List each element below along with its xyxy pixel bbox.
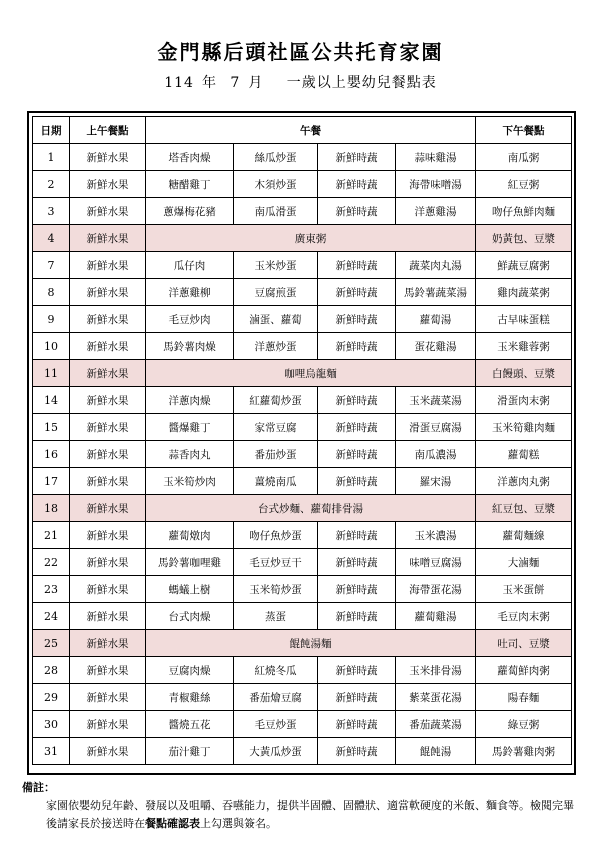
lunch-main-cell: 馬鈴薯肉燥 [146, 333, 234, 360]
lunch-veg-cell: 新鮮時蔬 [318, 144, 396, 171]
day-cell: 10 [33, 333, 70, 360]
table-row [33, 657, 572, 684]
header-am-snack: 上午餐點 [70, 117, 146, 144]
table-header-row [33, 117, 572, 144]
day-cell: 21 [33, 522, 70, 549]
lunch-merged-cell: 餛飩湯麵 [146, 630, 476, 657]
am-snack-cell: 新鮮水果 [70, 387, 146, 414]
pm-snack-cell: 玉米雞蓉粥 [476, 333, 572, 360]
header-lunch: 午餐 [146, 117, 476, 144]
lunch-soup-cell: 玉米濃湯 [396, 522, 476, 549]
am-snack-cell: 新鮮水果 [70, 684, 146, 711]
notes-label: 備註： [22, 781, 55, 794]
lunch-main-cell: 瓜仔肉 [146, 252, 234, 279]
lunch-soup-cell: 味噌豆腐湯 [396, 549, 476, 576]
lunch-main-cell: 塔香肉燥 [146, 144, 234, 171]
lunch-veg-cell: 新鮮時蔬 [318, 333, 396, 360]
pm-snack-cell: 白饅頭、豆漿 [476, 360, 572, 387]
lunch-veg-cell: 新鮮時蔬 [318, 549, 396, 576]
table-row [33, 225, 572, 252]
lunch-soup-cell: 蘿蔔湯 [396, 306, 476, 333]
day-cell: 3 [33, 198, 70, 225]
lunch-side-cell: 紅蘿蔔炒蛋 [234, 387, 318, 414]
lunch-side-cell: 大黃瓜炒蛋 [234, 738, 318, 765]
table-row [33, 468, 572, 495]
lunch-main-cell: 台式肉燥 [146, 603, 234, 630]
pm-snack-cell: 陽春麵 [476, 684, 572, 711]
am-snack-cell: 新鮮水果 [70, 252, 146, 279]
lunch-soup-cell: 玉米排骨湯 [396, 657, 476, 684]
am-snack-cell: 新鮮水果 [70, 198, 146, 225]
day-cell: 22 [33, 549, 70, 576]
table-row [33, 576, 572, 603]
day-cell: 16 [33, 441, 70, 468]
lunch-soup-cell: 蛋花雞湯 [396, 333, 476, 360]
pm-snack-cell: 南瓜粥 [476, 144, 572, 171]
year-value: 114 [164, 75, 194, 91]
menu-description: 一歲以上嬰幼兒餐點表 [286, 75, 437, 91]
lunch-side-cell: 木須炒蛋 [234, 171, 318, 198]
table-row [33, 252, 572, 279]
lunch-side-cell: 南瓜滑蛋 [234, 198, 318, 225]
lunch-soup-cell: 紫菜蛋花湯 [396, 684, 476, 711]
table-row [33, 414, 572, 441]
lunch-veg-cell: 新鮮時蔬 [318, 252, 396, 279]
lunch-veg-cell: 新鮮時蔬 [318, 522, 396, 549]
lunch-side-cell: 番茄炒蛋 [234, 441, 318, 468]
lunch-main-cell: 玉米筍炒肉 [146, 468, 234, 495]
lunch-side-cell: 毛豆炒蛋 [234, 711, 318, 738]
lunch-soup-cell: 馬鈴薯蔬菜湯 [396, 279, 476, 306]
am-snack-cell: 新鮮水果 [70, 711, 146, 738]
pm-snack-cell: 紅豆粥 [476, 171, 572, 198]
lunch-side-cell: 豆腐煎蛋 [234, 279, 318, 306]
lunch-veg-cell: 新鮮時蔬 [318, 738, 396, 765]
pm-snack-cell: 玉米蛋餅 [476, 576, 572, 603]
lunch-veg-cell: 新鮮時蔬 [318, 306, 396, 333]
pm-snack-cell: 吻仔魚鮮肉麵 [476, 198, 572, 225]
lunch-main-cell: 茄汁雞丁 [146, 738, 234, 765]
notes-text-before: 家園依嬰幼兒年齡、發展以及咀嚼、吞嚥能力，提供半固體、固體狀、適當軟硬度的米飯、麵食等。檢閱完畢後請家長於接送時在 [46, 799, 574, 830]
lunch-side-cell: 玉米炒蛋 [234, 252, 318, 279]
am-snack-cell: 新鮮水果 [70, 279, 146, 306]
table-row [33, 549, 572, 576]
table-row [33, 387, 572, 414]
lunch-veg-cell: 新鮮時蔬 [318, 684, 396, 711]
lunch-veg-cell: 新鮮時蔬 [318, 171, 396, 198]
lunch-side-cell: 洋蔥炒蛋 [234, 333, 318, 360]
am-snack-cell: 新鮮水果 [70, 225, 146, 252]
lunch-veg-cell: 新鮮時蔬 [318, 387, 396, 414]
lunch-main-cell: 青椒雞絲 [146, 684, 234, 711]
pm-snack-cell: 鮮蔬豆腐粥 [476, 252, 572, 279]
day-cell: 18 [33, 495, 70, 522]
meal-table [32, 116, 572, 765]
lunch-side-cell: 吻仔魚炒蛋 [234, 522, 318, 549]
lunch-soup-cell: 南瓜濃湯 [396, 441, 476, 468]
notes-text [46, 797, 576, 833]
header-date: 日期 [33, 117, 70, 144]
table-row [33, 738, 572, 765]
table-row [33, 171, 572, 198]
pm-snack-cell: 蘿蔔麵線 [476, 522, 572, 549]
pm-snack-cell: 紅豆包、豆漿 [476, 495, 572, 522]
lunch-main-cell: 糖醋雞丁 [146, 171, 234, 198]
am-snack-cell: 新鮮水果 [70, 144, 146, 171]
am-snack-cell: 新鮮水果 [70, 414, 146, 441]
menu-subtitle [0, 72, 601, 92]
lunch-veg-cell: 新鮮時蔬 [318, 603, 396, 630]
table-row [33, 603, 572, 630]
pm-snack-cell: 雞肉蔬菜粥 [476, 279, 572, 306]
table-body [33, 144, 572, 765]
am-snack-cell: 新鮮水果 [70, 549, 146, 576]
notes-text-bold: 餐點確認表 [145, 817, 200, 830]
lunch-soup-cell: 餛飩湯 [396, 738, 476, 765]
table-row [33, 279, 572, 306]
pm-snack-cell: 毛豆肉末粥 [476, 603, 572, 630]
lunch-veg-cell: 新鮮時蔬 [318, 414, 396, 441]
notes-text-after: 上勾選與簽名。 [200, 817, 277, 830]
lunch-soup-cell: 番茄蔬菜湯 [396, 711, 476, 738]
table-row [33, 198, 572, 225]
table-row [33, 684, 572, 711]
lunch-veg-cell: 新鮮時蔬 [318, 468, 396, 495]
pm-snack-cell: 玉米筍雞肉麵 [476, 414, 572, 441]
pm-snack-cell: 吐司、豆漿 [476, 630, 572, 657]
pm-snack-cell: 蘿蔔鮮肉粥 [476, 657, 572, 684]
day-cell: 15 [33, 414, 70, 441]
day-cell: 31 [33, 738, 70, 765]
table-row [33, 306, 572, 333]
lunch-side-cell: 家常豆腐 [234, 414, 318, 441]
am-snack-cell: 新鮮水果 [70, 333, 146, 360]
am-snack-cell: 新鮮水果 [70, 495, 146, 522]
lunch-soup-cell: 滑蛋豆腐湯 [396, 414, 476, 441]
lunch-veg-cell: 新鮮時蔬 [318, 711, 396, 738]
day-cell: 17 [33, 468, 70, 495]
table-row [33, 711, 572, 738]
lunch-veg-cell: 新鮮時蔬 [318, 441, 396, 468]
day-cell: 7 [33, 252, 70, 279]
lunch-merged-cell: 台式炒麵、蘿蔔排骨湯 [146, 495, 476, 522]
day-cell: 28 [33, 657, 70, 684]
lunch-side-cell: 蒸蛋 [234, 603, 318, 630]
table-row [33, 333, 572, 360]
header-pm-snack: 下午餐點 [476, 117, 572, 144]
am-snack-cell: 新鮮水果 [70, 441, 146, 468]
day-cell: 8 [33, 279, 70, 306]
lunch-side-cell: 番茄燴豆腐 [234, 684, 318, 711]
pm-snack-cell: 滑蛋肉末粥 [476, 387, 572, 414]
lunch-main-cell: 馬鈴薯咖哩雞 [146, 549, 234, 576]
am-snack-cell: 新鮮水果 [70, 576, 146, 603]
day-cell: 30 [33, 711, 70, 738]
day-cell: 14 [33, 387, 70, 414]
table-row [33, 630, 572, 657]
day-cell: 4 [33, 225, 70, 252]
year-unit: 年 [201, 75, 217, 91]
table-row [33, 144, 572, 171]
am-snack-cell: 新鮮水果 [70, 738, 146, 765]
page-title: 金門縣后頭社區公共托育家園 [157, 40, 444, 64]
lunch-veg-cell: 新鮮時蔬 [318, 657, 396, 684]
am-snack-cell: 新鮮水果 [70, 603, 146, 630]
lunch-soup-cell: 海帶蛋花湯 [396, 576, 476, 603]
day-cell: 23 [33, 576, 70, 603]
lunch-soup-cell: 海帶味噌湯 [396, 171, 476, 198]
am-snack-cell: 新鮮水果 [70, 306, 146, 333]
lunch-soup-cell: 洋蔥雞湯 [396, 198, 476, 225]
lunch-veg-cell: 新鮮時蔬 [318, 198, 396, 225]
lunch-main-cell: 蘿蔔燉肉 [146, 522, 234, 549]
day-cell: 25 [33, 630, 70, 657]
pm-snack-cell: 蘿蔔糕 [476, 441, 572, 468]
lunch-main-cell: 蒜香肉丸 [146, 441, 234, 468]
lunch-side-cell: 薑燒南瓜 [234, 468, 318, 495]
lunch-main-cell: 洋蔥雞柳 [146, 279, 234, 306]
lunch-main-cell: 螞蟻上樹 [146, 576, 234, 603]
lunch-main-cell: 洋蔥肉燥 [146, 387, 234, 414]
lunch-side-cell: 玉米筍炒蛋 [234, 576, 318, 603]
lunch-main-cell: 醬燒五花 [146, 711, 234, 738]
pm-snack-cell: 綠豆粥 [476, 711, 572, 738]
lunch-side-cell: 毛豆炒豆干 [234, 549, 318, 576]
day-cell: 24 [33, 603, 70, 630]
table-row [33, 441, 572, 468]
lunch-side-cell: 滷蛋、蘿蔔 [234, 306, 318, 333]
day-cell: 11 [33, 360, 70, 387]
table-row [33, 360, 572, 387]
lunch-merged-cell: 廣東粥 [146, 225, 476, 252]
lunch-soup-cell: 蔬菜肉丸湯 [396, 252, 476, 279]
month-value: 7 [230, 75, 241, 91]
am-snack-cell: 新鮮水果 [70, 522, 146, 549]
am-snack-cell: 新鮮水果 [70, 468, 146, 495]
lunch-side-cell: 紅燒冬瓜 [234, 657, 318, 684]
pm-snack-cell: 奶黃包、豆漿 [476, 225, 572, 252]
lunch-veg-cell: 新鮮時蔬 [318, 279, 396, 306]
day-cell: 9 [33, 306, 70, 333]
lunch-merged-cell: 咖哩烏龍麵 [146, 360, 476, 387]
pm-snack-cell: 馬鈴薯雞肉粥 [476, 738, 572, 765]
month-unit: 月 [248, 75, 264, 91]
lunch-main-cell: 醬爆雞丁 [146, 414, 234, 441]
lunch-soup-cell: 玉米蔬菜湯 [396, 387, 476, 414]
lunch-side-cell: 絲瓜炒蛋 [234, 144, 318, 171]
am-snack-cell: 新鮮水果 [70, 360, 146, 387]
am-snack-cell: 新鮮水果 [70, 171, 146, 198]
table-row [33, 522, 572, 549]
lunch-main-cell: 毛豆炒肉 [146, 306, 234, 333]
day-cell: 1 [33, 144, 70, 171]
day-cell: 2 [33, 171, 70, 198]
lunch-veg-cell: 新鮮時蔬 [318, 576, 396, 603]
lunch-main-cell: 豆腐肉燥 [146, 657, 234, 684]
pm-snack-cell: 洋蔥肉丸粥 [476, 468, 572, 495]
pm-snack-cell: 大滷麵 [476, 549, 572, 576]
lunch-soup-cell: 蒜味雞湯 [396, 144, 476, 171]
table-row [33, 495, 572, 522]
am-snack-cell: 新鮮水果 [70, 630, 146, 657]
am-snack-cell: 新鮮水果 [70, 657, 146, 684]
pm-snack-cell: 古早味蛋糕 [476, 306, 572, 333]
lunch-soup-cell: 蘿蔔雞湯 [396, 603, 476, 630]
day-cell: 29 [33, 684, 70, 711]
lunch-main-cell: 蔥爆梅花豬 [146, 198, 234, 225]
lunch-soup-cell: 羅宋湯 [396, 468, 476, 495]
